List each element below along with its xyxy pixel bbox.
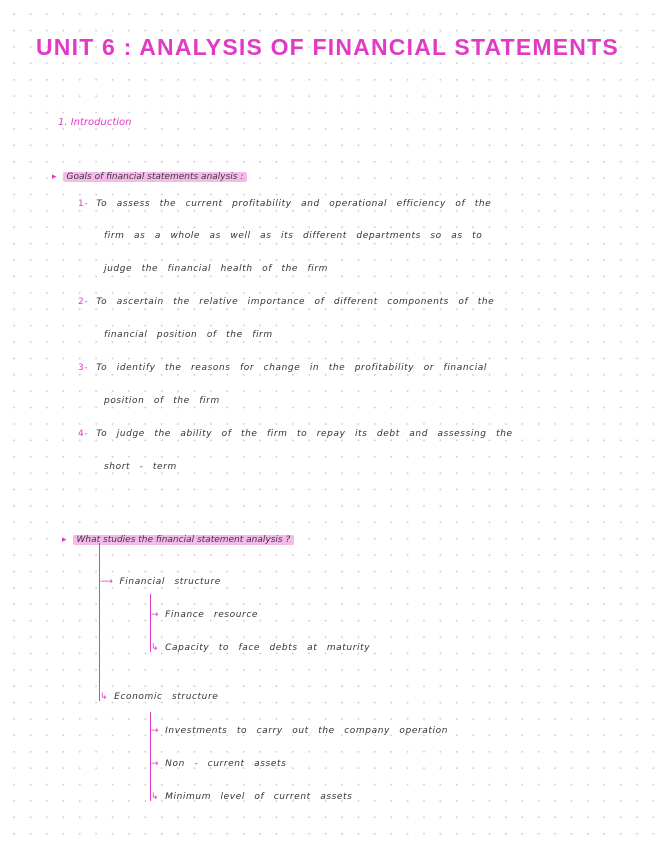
tree-leaf-non-current-assets: → Non - current assets (151, 759, 287, 769)
arrow-right-icon: → (151, 759, 160, 769)
section-heading-introduction: 1. Introduction (58, 117, 132, 128)
goals-heading (52, 164, 247, 183)
goal-3-line-2: position of the firm (104, 396, 220, 406)
goal-4-line-2: short - term (104, 462, 177, 472)
arrow-right-icon: ↳ (100, 692, 109, 702)
arrow-right-icon: ↳ (151, 643, 160, 653)
tree-trunk-line (99, 543, 100, 701)
tree-leaf-finance-resource: → Finance resource (151, 610, 259, 620)
goal-1-line-2: firm as a whole as well as its different departments so as to (104, 231, 483, 241)
goal-4-line-1: 4- To judge the ability of the firm to repay its debt and assessing the (78, 429, 513, 439)
arrow-right-icon: → (151, 610, 160, 620)
tree-leaf-investments: → Investments to carry out the company operation (151, 726, 449, 736)
goals-heading-text: Goals of financial statements analysis : (63, 172, 248, 182)
goal-2-line-1: 2- To ascertain the relative importance of different components of the (78, 297, 495, 307)
goal-1-line-3: judge the financial health of the firm (104, 264, 329, 274)
arrow-right-icon: → (151, 726, 160, 736)
bullet-icon: ▸ (52, 172, 57, 182)
goal-1-line-1: 1- To assess the current profitability and operational efficiency of the (78, 199, 492, 209)
tree-node-economic-structure: ↳ Economic structure (100, 692, 219, 702)
tree-heading-text: What studies the financial statement analysis ? (73, 535, 295, 545)
tree-node-financial-structure: ⟶ Financial structure (100, 577, 221, 587)
goal-2-line-2: financial position of the firm (104, 330, 273, 340)
tree-heading (62, 527, 294, 546)
arrow-right-icon: ⟶ (100, 577, 114, 587)
bullet-icon: ▸ (62, 535, 67, 545)
goal-3-line-1: 3- To identify the reasons for change in the profitability or financial (78, 363, 488, 373)
tree-leaf-capacity: ↳ Capacity to face debts at maturity (151, 643, 371, 653)
page-title: UNIT 6 : ANALYSIS OF FINANCIAL STATEMENTS (36, 34, 619, 60)
arrow-right-icon: ↳ (151, 792, 160, 802)
tree-leaf-minimum-current-assets: ↳ Minimum level of current assets (151, 792, 353, 802)
